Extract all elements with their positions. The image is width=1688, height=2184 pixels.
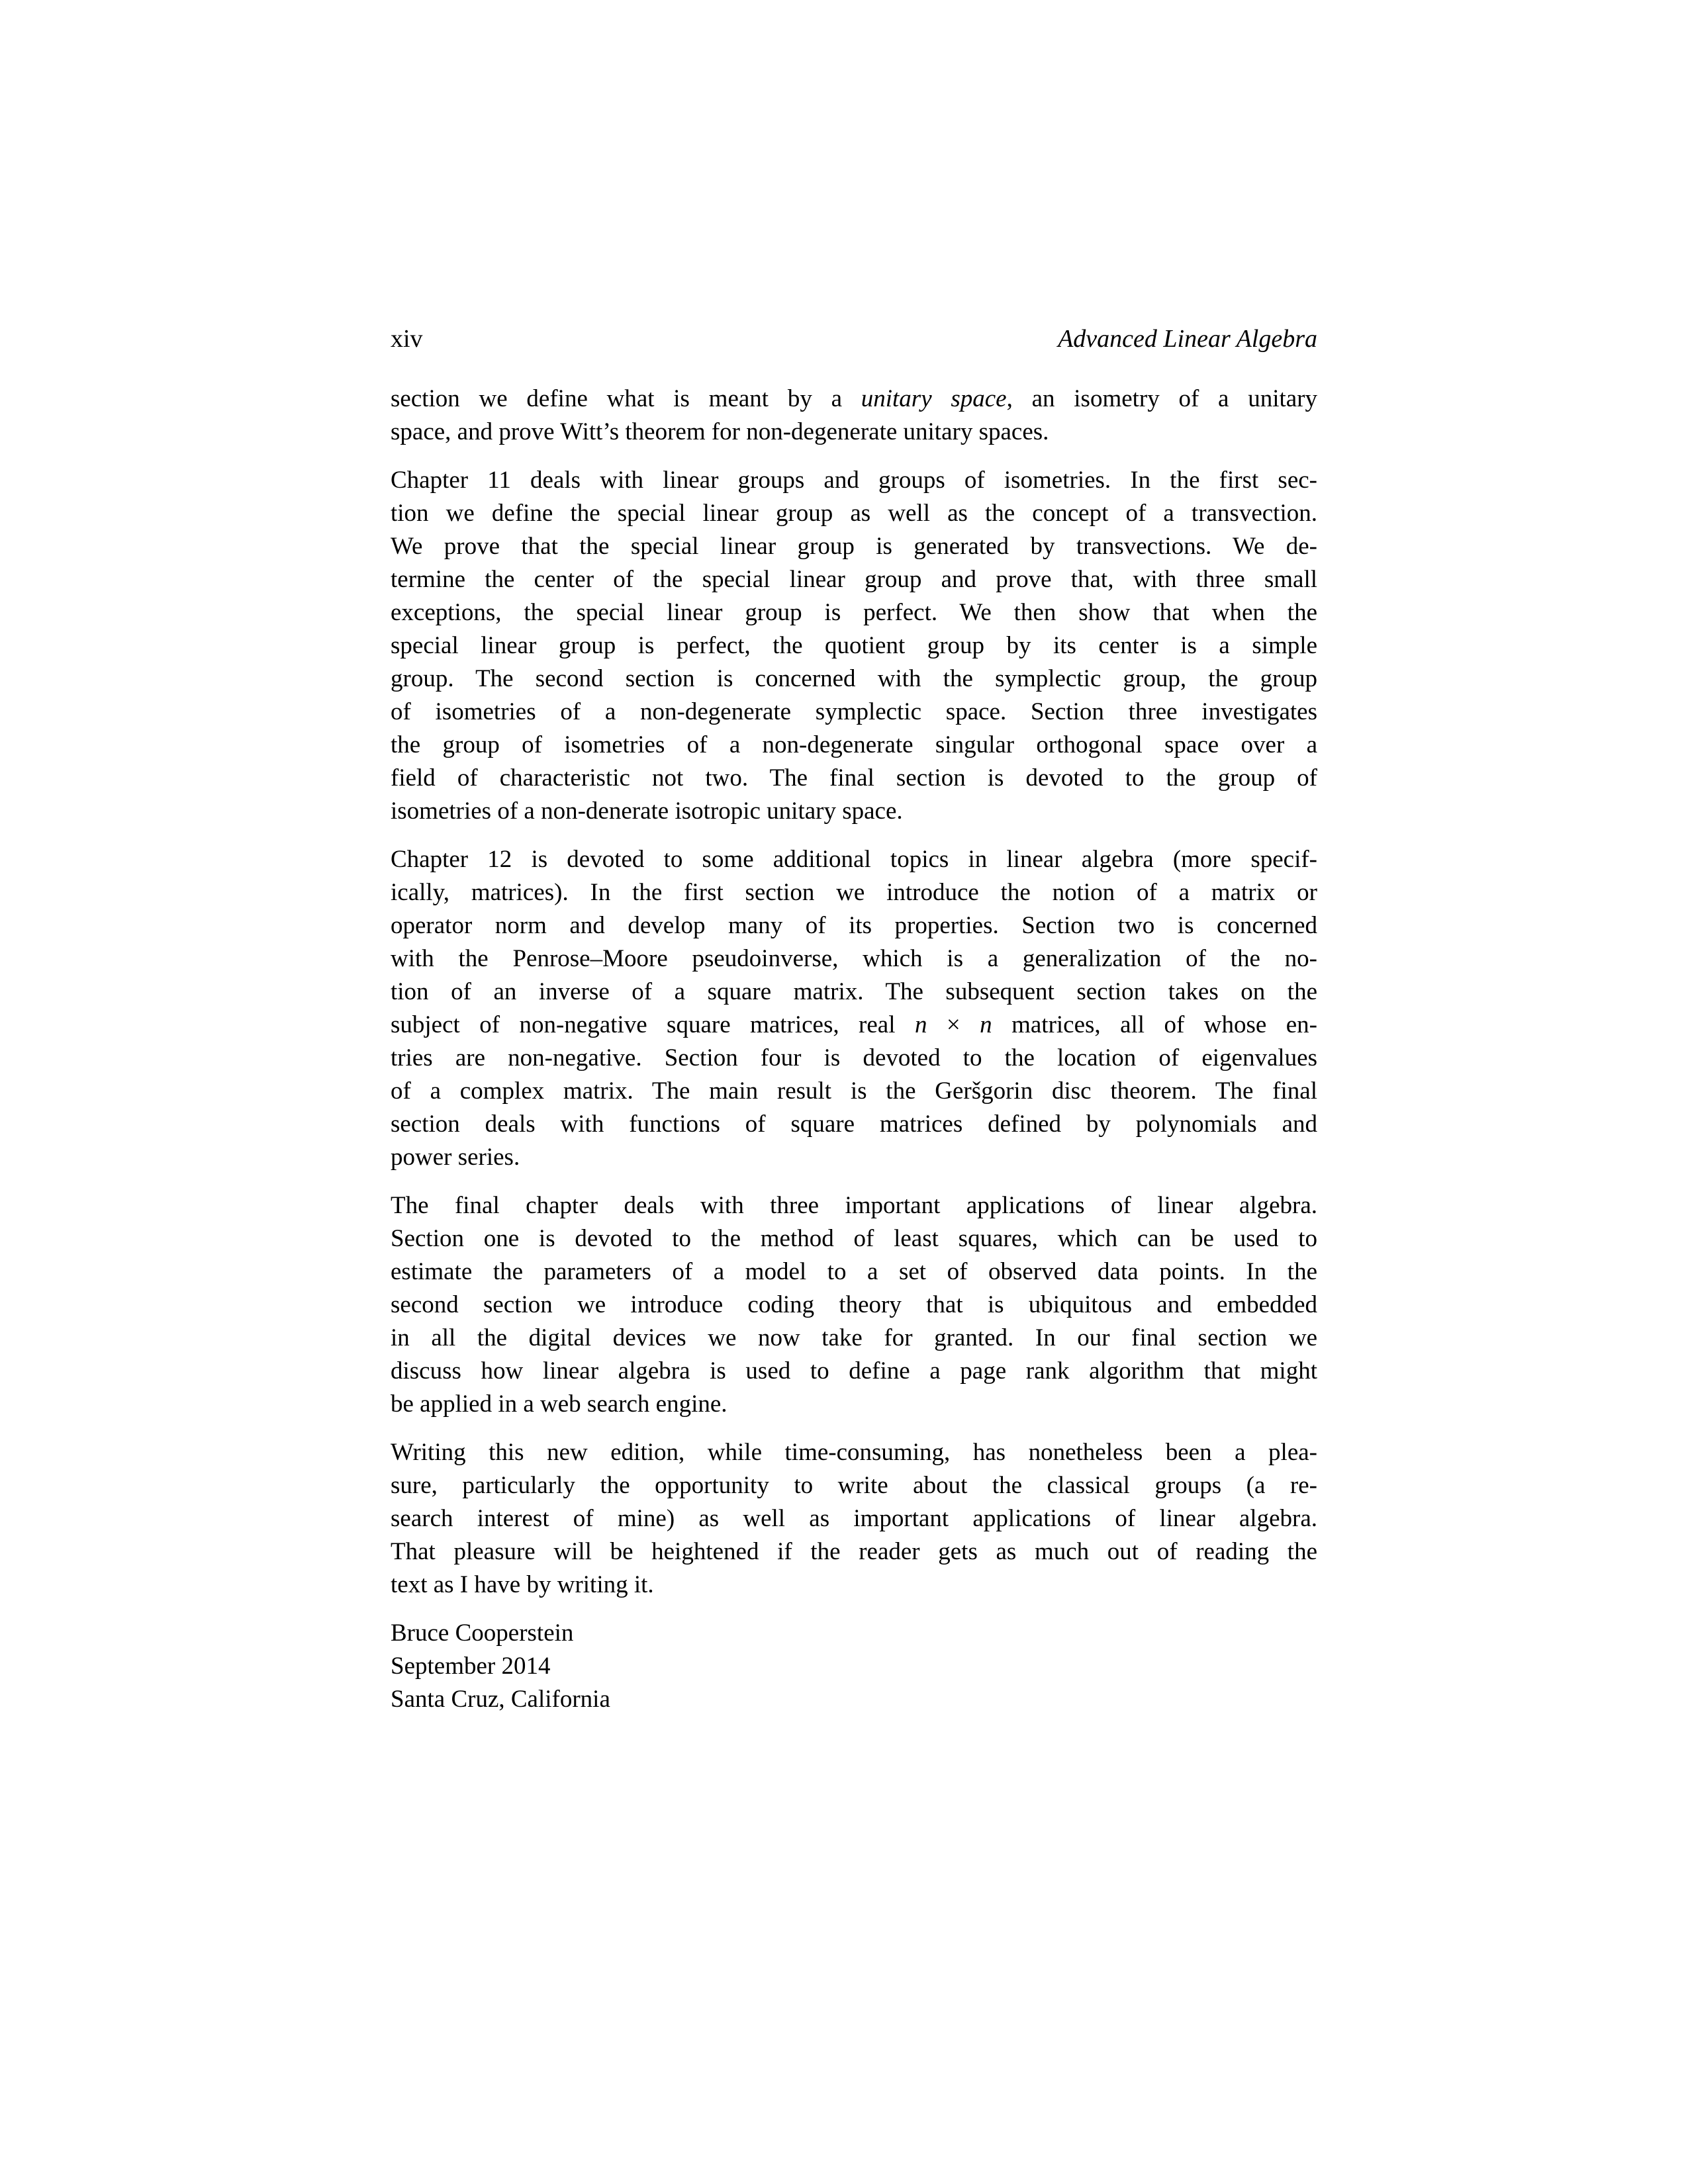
text-line xyxy=(391,662,1317,696)
text-line xyxy=(391,1141,1317,1174)
body-paragraphs xyxy=(391,383,1317,1602)
text-line xyxy=(391,843,1317,876)
text-line xyxy=(391,942,1317,976)
text-run: of a complex matrix. The main result is the Geršgorin disc theorem. The final xyxy=(391,1077,1317,1105)
text-run: termine the center of the special linear group and prove that, with three small xyxy=(391,566,1317,593)
text-run: search interest of mine) as well as important applications of linear algebra. xyxy=(391,1505,1317,1532)
text-run: estimate the parameters of a model to a set of observed data points. In the xyxy=(391,1258,1317,1285)
text-line xyxy=(391,383,1317,416)
text-line xyxy=(391,876,1317,909)
text-run: special linear group is perfect, the quotient group by its center is a simple xyxy=(391,632,1317,659)
text-line xyxy=(391,729,1317,762)
text-run: be applied in a web search engine. xyxy=(391,1390,727,1418)
text-run: tries are non-negative. Section four is devoted to the location of eigenvalues xyxy=(391,1044,1317,1071)
text-run: Section one is devoted to the method of least squares, which can be used to xyxy=(391,1225,1317,1252)
text-run: operator norm and develop many of its properties. Section two is concerned xyxy=(391,912,1317,939)
text-run: text as I have by writing it. xyxy=(391,1571,654,1598)
text-run: That pleasure will be heightened if the reader gets as much out of reading the xyxy=(391,1538,1317,1565)
text-run: in all the digital devices we now take for granted. In our final section we xyxy=(391,1324,1317,1351)
text-run: Chapter 12 is devoted to some additional topics in linear algebra (more specif- xyxy=(391,846,1317,873)
paragraph xyxy=(391,1189,1317,1421)
text-run: the group of isometries of a non-degenerate singular orthogonal space over a xyxy=(391,731,1317,758)
text-line xyxy=(391,464,1317,497)
text-run: of isometries of a non-degenerate symplectic space. Section three investigates xyxy=(391,698,1317,725)
text-run: power series. xyxy=(391,1144,520,1171)
text-line xyxy=(391,1469,1317,1502)
text-run: second section we introduce coding theory that is ubiquitous and embedded xyxy=(391,1291,1317,1318)
text-line xyxy=(391,1255,1317,1289)
text-line xyxy=(391,1108,1317,1141)
text-line xyxy=(391,762,1317,795)
text-run: Writing this new edition, while time-consuming, has nonetheless been a plea- xyxy=(391,1439,1317,1466)
text-line xyxy=(391,1436,1317,1469)
text-run: tion we define the special linear group as well as the concept of a transvection. xyxy=(391,500,1317,527)
italic-text-run: unitary space xyxy=(861,385,1007,412)
text-line xyxy=(391,1289,1317,1322)
text-line xyxy=(391,1075,1317,1108)
text-line xyxy=(391,563,1317,596)
text-run: Chapter 11 deals with linear groups and groups of isometries. In the first sec- xyxy=(391,467,1317,494)
text-run: subject of non-negative square matrices, real xyxy=(391,1011,915,1038)
signature-date: September 2014 xyxy=(391,1653,551,1680)
text-line xyxy=(391,909,1317,942)
text-run: section we define what is meant by a xyxy=(391,385,861,412)
page-number: xiv xyxy=(391,325,423,353)
signature-block xyxy=(391,1617,1317,1716)
text-line xyxy=(391,696,1317,729)
text-line xyxy=(391,1388,1317,1421)
text-run: We prove that the special linear group is generated by transvections. We de- xyxy=(391,533,1317,560)
text-line xyxy=(391,976,1317,1009)
text-run: discuss how linear algebra is used to define a page rank algorithm that might xyxy=(391,1357,1317,1385)
text-run: group. The second section is concerned with the symplectic group, the group xyxy=(391,665,1317,692)
text-run: isometries of a non-denerate isotropic unitary space. xyxy=(391,797,903,825)
text-line xyxy=(391,1502,1317,1535)
text-line xyxy=(391,1189,1317,1222)
text-run: matrices, all of whose en- xyxy=(992,1011,1317,1038)
running-title: Advanced Linear Algebra xyxy=(1058,325,1317,353)
text-line xyxy=(391,629,1317,662)
text-line xyxy=(391,530,1317,563)
text-run: exceptions, the special linear group is perfect. We then show that when the xyxy=(391,599,1317,626)
paragraph xyxy=(391,843,1317,1174)
text-run: section deals with functions of square matrices defined by polynomials and xyxy=(391,1111,1317,1138)
text-run: The final chapter deals with three important applications of linear algebra. xyxy=(391,1192,1317,1219)
paragraph xyxy=(391,464,1317,828)
text-run: with the Penrose–Moore pseudoinverse, which is a generalization of the no- xyxy=(391,945,1317,972)
signature-author: Bruce Cooperstein xyxy=(391,1619,574,1647)
italic-text-run: n xyxy=(914,1011,927,1038)
text-line xyxy=(391,596,1317,629)
signature-location: Santa Cruz, California xyxy=(391,1686,610,1713)
text-line xyxy=(391,1569,1317,1602)
text-line xyxy=(391,416,1317,449)
text-line xyxy=(391,1009,1317,1042)
paragraph xyxy=(391,1436,1317,1602)
text-line xyxy=(391,1322,1317,1355)
text-line xyxy=(391,1355,1317,1388)
text-line xyxy=(391,795,1317,828)
running-header xyxy=(391,322,1317,355)
italic-text-run: n xyxy=(980,1011,992,1038)
page-content xyxy=(391,322,1317,1716)
text-line xyxy=(391,1042,1317,1075)
text-run: × xyxy=(927,1011,980,1038)
text-run: space, and prove Witt’s theorem for non-degenerate unitary spaces. xyxy=(391,418,1049,445)
text-run: tion of an inverse of a square matrix. The subsequent section takes on the xyxy=(391,978,1317,1005)
text-run: ically, matrices). In the first section we introduce the notion of a matrix or xyxy=(391,879,1317,906)
text-line xyxy=(391,497,1317,530)
text-line xyxy=(391,1222,1317,1255)
text-line xyxy=(391,1535,1317,1569)
text-run: sure, particularly the opportunity to write about the classical groups (a re- xyxy=(391,1472,1317,1499)
text-run: , an isometry of a unitary xyxy=(1006,385,1318,412)
text-run: field of characteristic not two. The final section is devoted to the group of xyxy=(391,764,1317,792)
paragraph xyxy=(391,383,1317,449)
